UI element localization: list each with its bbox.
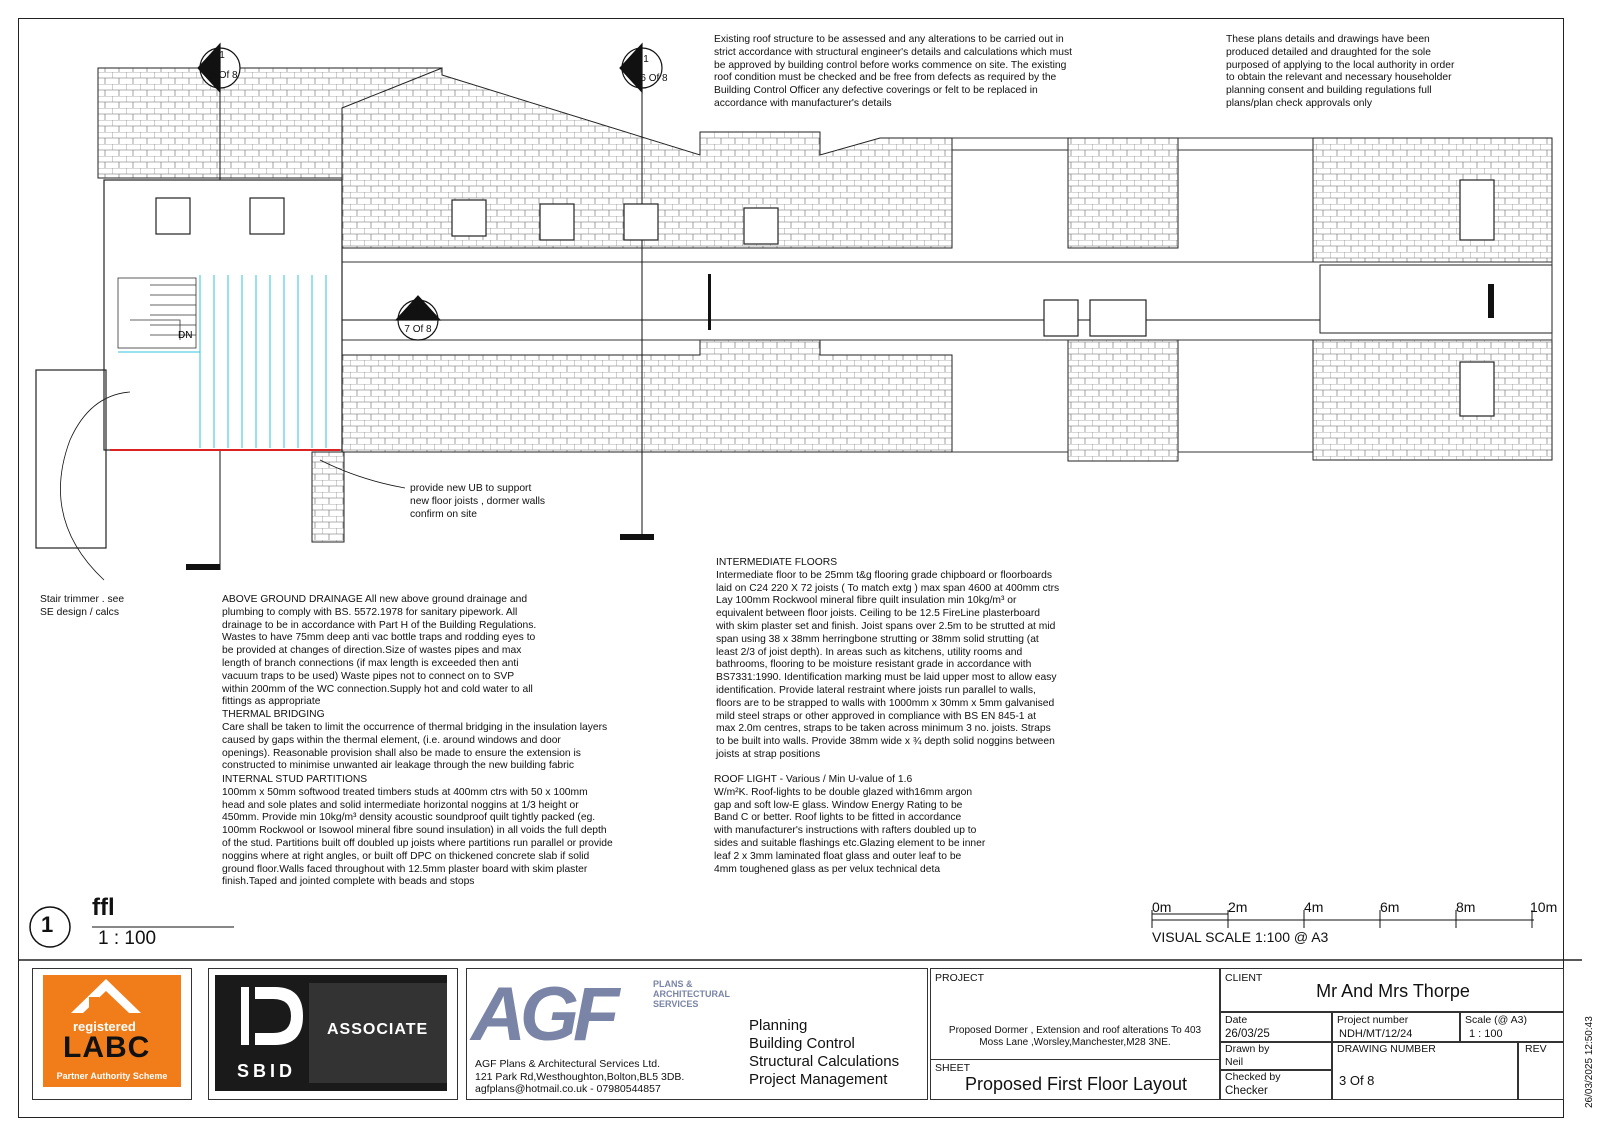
project-description: Proposed Dormer , Extension and roof alterations To 403 Moss Lane ,Worsley,Manchester,M28 3NE.: [948, 1025, 1202, 1048]
date-label: Date: [1225, 1014, 1248, 1026]
client-label: CLIENT: [1225, 972, 1263, 984]
sbid-logo: [208, 968, 458, 1100]
drawing-number-cell: [1332, 1042, 1518, 1100]
section-marker-ref: 6 Of 8: [640, 73, 668, 84]
dn-label: DN: [178, 330, 193, 341]
view-scale: 1 : 100: [98, 928, 157, 949]
roof-tiles: [1068, 337, 1178, 461]
agf-tag-2: ARCHITECTURAL: [653, 989, 730, 999]
company-address: 121 Park Rd,Westhoughton,Bolton,BL5 3DB.: [475, 1070, 685, 1083]
extension-room: [104, 180, 342, 450]
date-value: 26/03/25: [1225, 1028, 1270, 1040]
roof-window: [744, 208, 778, 244]
service-item: Structural Calculations: [749, 1053, 900, 1070]
lower-wall: [36, 370, 106, 548]
agf-logo-mark: AGF: [471, 972, 614, 1057]
roof-window: [1460, 362, 1494, 416]
scale-tick-label: 6m: [1380, 899, 1400, 915]
section-marker-num: 1: [219, 50, 225, 61]
sbid-letters: SBID: [237, 1061, 297, 1081]
labc-logo: [32, 968, 192, 1100]
intermediate-floors-note: INTERMEDIATE FLOORS Intermediate floor to be 25mm t&g flooring grade chipboard or floorboards laid on C24 220 X 72 joists ( To match extg ) max span 4600 at 400mm ctrs Lay 100mm Rockwool mineral fibre quilt insulation min 10kg/m³ or equivalent between floor joists. Ceiling to be 12.5 FireLine plasterboard with skim plaster set and finish. Joist spans over 2.5m to be strutted at mid span using 38 x 38mm herringbone strutting or 38mm solid strutting (at least 2/3 of joist depth). In areas such as kitchens, utility rooms and bathrooms, flooring to be moisture resistant grade in accordance with BS7331:1990. Identification marking must be laid upper most to allow easy identification. Provide lateral restraint where joists run parallel to walls, floors are to be strapped to walls with 1000mm x 30mm x 5mm galvanised mild steel straps or other approved in compliance with BS EN 845-1 at max 2.0m centres, straps to be taken across minimum 3 no. joists. Straps to be built into walls. Provide 38mm wide x ¾ depth solid noggins between joists at strap positions: [716, 557, 1060, 760]
date-cell: [1220, 1012, 1332, 1042]
section-end-mark: [1488, 284, 1494, 318]
scale-tick-label: 2m: [1228, 899, 1248, 915]
scale-tick-label: 0m: [1152, 899, 1172, 915]
drawn-by-value: Neil: [1225, 1056, 1244, 1068]
section-marker-num: 1: [415, 304, 421, 315]
sheet-cell: [930, 1059, 1220, 1100]
scale-value: 1 : 100: [1469, 1028, 1503, 1040]
project-number-label: Project number: [1337, 1014, 1409, 1026]
roof-tiles: [1313, 138, 1552, 265]
service-item: Building Control: [749, 1035, 855, 1052]
roof-window: [156, 198, 190, 234]
partitions-note: INTERNAL STUD PARTITIONS 100mm x 50mm softwood treated timbers studs at 400mm ctrs with 50 x 100mm head and sole plates and solid intermediate horizontal noggins at 1/3 height or 450mm. Provide min 10kg/m³ density acoustic soundproof quilt tightly packed (eg. 100mm Rockwool or Isowool mineral fibre sound insulation) in all voids the full depth of the stud. Partitions built off doubled up joists where partitions run parallel or provide noggins where at right angles, or built off DPC on thickened concrete slab if solid ground floor.Walls faced throughout with 12.5mm plaster board with skim plaster finish.Taped and jointed complete with beads and stops: [222, 774, 613, 888]
roof-window: [540, 204, 574, 240]
service-item: Planning: [749, 1017, 808, 1034]
client-cell: [1220, 968, 1564, 1012]
section-marker-ref: 5 Of 8: [210, 70, 238, 81]
service-item: Project Management: [749, 1071, 888, 1088]
checked-by-cell: [1220, 1070, 1332, 1100]
checked-by-value: Checker: [1225, 1085, 1268, 1097]
scale-tick-label: 10m: [1530, 899, 1558, 915]
labc-registered: registered: [73, 1019, 136, 1034]
scale-tick-label: 8m: [1456, 899, 1476, 915]
drawn-by-label: Drawn by: [1225, 1043, 1270, 1055]
drawn-by-cell: [1220, 1042, 1332, 1070]
company-name: AGF Plans & Architectural Services Ltd.: [475, 1058, 660, 1070]
rev-cell: [1518, 1042, 1564, 1100]
project-label: PROJECT: [935, 972, 985, 984]
roof-window: [250, 198, 284, 234]
sbid-associate: ASSOCIATE: [327, 1021, 429, 1038]
print-timestamp: 26/03/2025 12:50:43: [1584, 1016, 1595, 1108]
project-cell: [930, 968, 1220, 1060]
roof-window: [1044, 300, 1078, 336]
scale-tick-label: 4m: [1304, 899, 1324, 915]
drainage-note: ABOVE GROUND DRAINAGE All new above ground drainage and plumbing to comply with BS. 5572.1978 for sanitary pipework. All drainage to be in accordance with Part H of the Building Regulations. Wastes to have 75mm deep anti vac bottle traps and rodding eyes to be provided at changes of direction.Size of wastes pipes and max length of branch connections (if max length is exceeded then anti vacuum traps to be used) Waste pipes not to connect on to SVP within 200mm of the WC connection.Supply hot and cold water to all fittings as appropriate THERMAL BRIDGING Care shall be taken to limit the occurrence of thermal bridging in the insulation layers caused by gaps within the thermal element, (i.e. around windows and door openings). Reasonable provision shall also be made to ensure the extension is constructed to minimise unwanted air leakage through the new building fabric: [222, 594, 608, 772]
view-name: ffl: [92, 894, 115, 921]
drawing-number-label: DRAWING NUMBER: [1337, 1043, 1436, 1055]
agf-tag-3: SERVICES: [653, 999, 699, 1009]
company-details: [475, 1058, 684, 1096]
client-name: Mr And Mrs Thorpe: [1316, 981, 1470, 1001]
roof-window: [624, 204, 658, 240]
agf-logo-tagline: [653, 979, 730, 1009]
project-number-cell: [1332, 1012, 1460, 1042]
roof-window: [1090, 300, 1146, 336]
section-marker-ref: 7 Of 8: [404, 324, 432, 335]
sheet-title: Proposed First Floor Layout: [964, 1074, 1188, 1094]
company-contact: agfplans@hotmail.co.uk - 07980544857: [475, 1083, 661, 1095]
steel-post: [708, 274, 711, 330]
roof-tiles: [1068, 138, 1178, 248]
ub-note: provide new UB to support new floor joists , dormer walls confirm on site: [410, 483, 546, 520]
company-block: [466, 968, 928, 1100]
scale-caption: VISUAL SCALE 1:100 @ A3: [1152, 929, 1329, 945]
section-marker-num: 1: [643, 54, 649, 65]
roof-tiles: [312, 452, 344, 542]
section-end-mark: [620, 534, 654, 540]
project-number-value: NDH/MT/12/24: [1339, 1028, 1413, 1040]
labc-name: LABC: [63, 1031, 151, 1064]
purpose-note: These plans details and drawings have been produced detailed and draughted for the sole purposed of applying to the local authority in order to obtain the relevant and necessary householder planning consent and building regulations full plans/plan check approvals only: [1226, 34, 1455, 109]
roof-structure-note: Existing roof structure to be assessed and any alterations to be carried out in strict accordance with structural engineer's details and calculations which must be approved by building control before works commence on site. The existing roof condition must be checked and be free from defects as required by the Building Control Officer any defective coverings or felt to be replaced in accordance with manufacturer's details: [714, 34, 1072, 109]
labc-roof-icon: [71, 979, 141, 1019]
section-end-mark: [186, 564, 220, 570]
services-list: [749, 1017, 899, 1089]
stair-trimmer-note: Stair trimmer . see SE design / calcs: [40, 594, 125, 618]
rev-label: REV: [1525, 1043, 1547, 1055]
sheet-label: SHEET: [935, 1062, 971, 1074]
roof-tiles: [342, 336, 952, 452]
labc-sub: Partner Authority Scheme: [56, 1071, 168, 1081]
agf-tag-1: PLANS &: [653, 979, 693, 989]
drawing-number-value: 3 Of 8: [1339, 1073, 1375, 1088]
roof-window: [1460, 180, 1494, 240]
scale-cell: [1460, 1012, 1564, 1042]
roof-tiles: [1313, 333, 1552, 460]
sbid-d-icon: [239, 983, 309, 1049]
rooflight-note: ROOF LIGHT - Various / Min U-value of 1.6 W/m²K. Roof-lights to be double glazed with16mm argon gap and soft low-E glass. Window Energy Rating to be Band C or better. Roof lights to be fitted in accordance with manufacturer's instructions with rafters doubled up to sides and suitable flashings etc.Glazing element to be inner leaf 2 x 3mm laminated float glass and outer leaf to be 4mm toughened glass as per velux technical deta: [714, 774, 986, 875]
dormer-void: [1320, 265, 1552, 333]
view-number: 1: [41, 912, 54, 937]
checked-by-label: Checked by: [1225, 1071, 1281, 1083]
scale-label: Scale (@ A3): [1465, 1014, 1528, 1026]
roof-window: [452, 200, 486, 236]
